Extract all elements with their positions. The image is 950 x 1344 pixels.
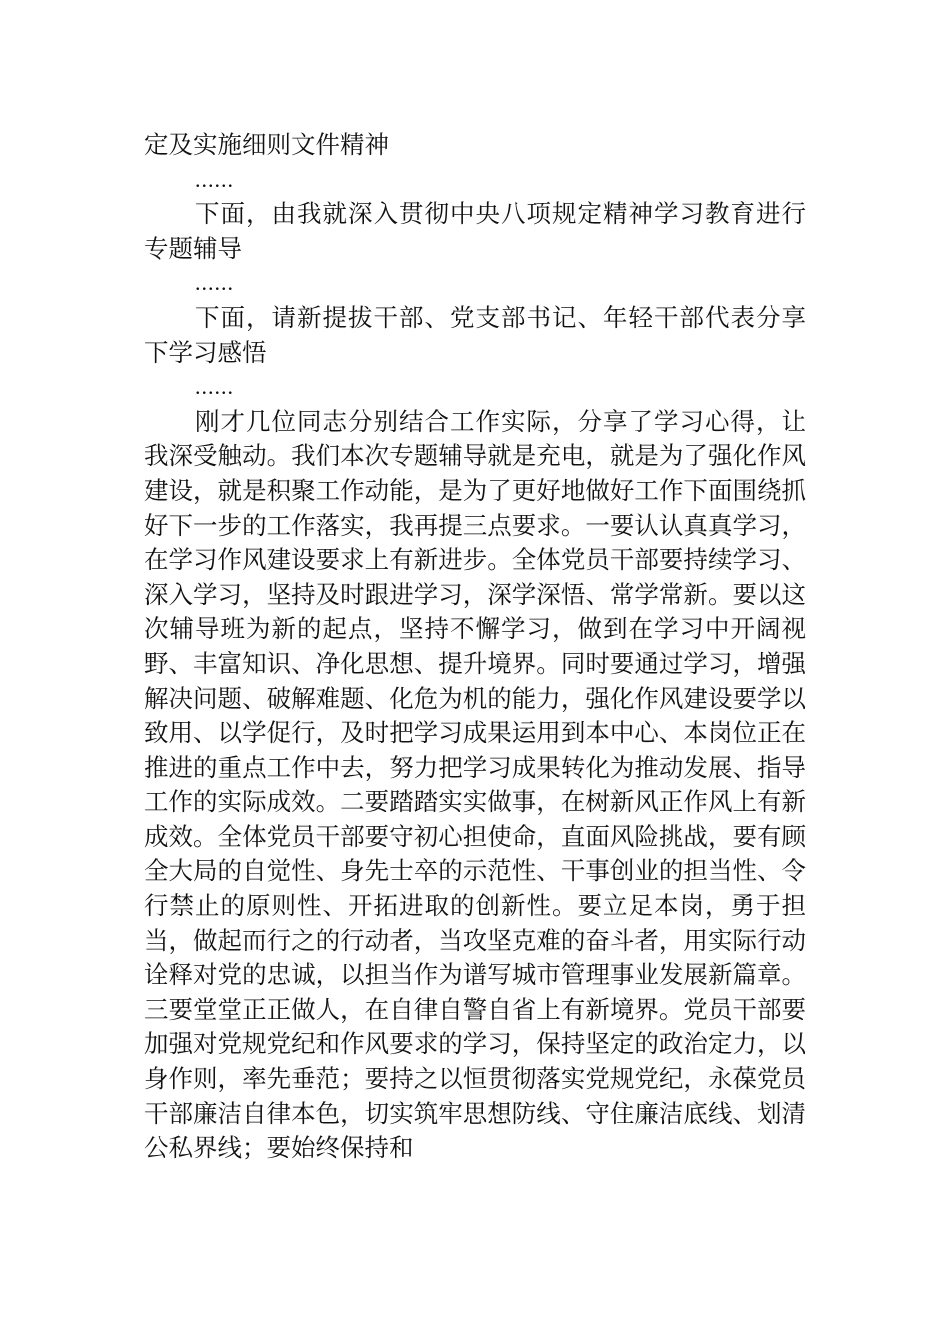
paragraph-topic-guidance: 下面，由我就深入贯彻中央八项规定精神学习教育进行专题辅导 — [144, 199, 806, 263]
paragraph-requirements: 刚才几位同志分别结合工作实际，分享了学习心得，让我深受触动。我们本次专题辅导就是充电，就是为了强化作风建设，就是积聚工作动能，是为了更好地做好工作下面围绕抓好下一步的工作落实，我再提三点要求。一要认认真真学习，在学习作风建设要求上有新进步。全体党员干部要持续学习、深入学习，坚持及时跟进学习，深学深悟、常学常新。要以这次辅导班为新的起点，坚持不懈学习，做到在学习中开阔视野、丰富知识、净化思想、提升境界。同时要通过学习，增强解决问题、破解难题、化危为机的能力，强化作风建设要学以致用、以学促行，及时把学习成果运用到本中心、本岗位正在推进的重点工作中去，努力把学习成果转化为推动发展、指导工作的实际成效。二要踏踏实实做事，在树新风正作风上有新成效。全体党员干部要守初心担使命，直面风险挑战，要有顾全大局的自觉性、身先士卒的示范性、干事创业的担当性、令行禁止的原则性、开拓进取的创新性。要立足本岗，勇于担当，做起而行之的行动者，当攻坚克难的奋斗者，用实际行动诠释对党的忠诚，以担当作为谱写城市管理事业发展新篇章。三要堂堂正正做人，在自律自警自省上有新境界。党员干部要加强对党规党纪和作风要求的学习，保持坚定的政治定力，以身作则，率先垂范；要持之以恒贯彻落实党规党纪，永葆党员干部廉洁自律本色，切实筑牢思想防线、守住廉洁底线、划清公私界线；要始终保持和 — [144, 406, 806, 1163]
paragraph-continuation: 定及实施细则文件精神 — [144, 130, 389, 159]
paragraph-sharing: 下面，请新提拔干部、党支部书记、年轻干部代表分享下学习感悟 — [144, 302, 806, 367]
ellipsis-2: ...... — [195, 270, 234, 296]
document-page — [144, 128, 806, 1166]
ellipsis-1: ...... — [195, 166, 234, 192]
ellipsis-3: ...... — [195, 374, 234, 400]
